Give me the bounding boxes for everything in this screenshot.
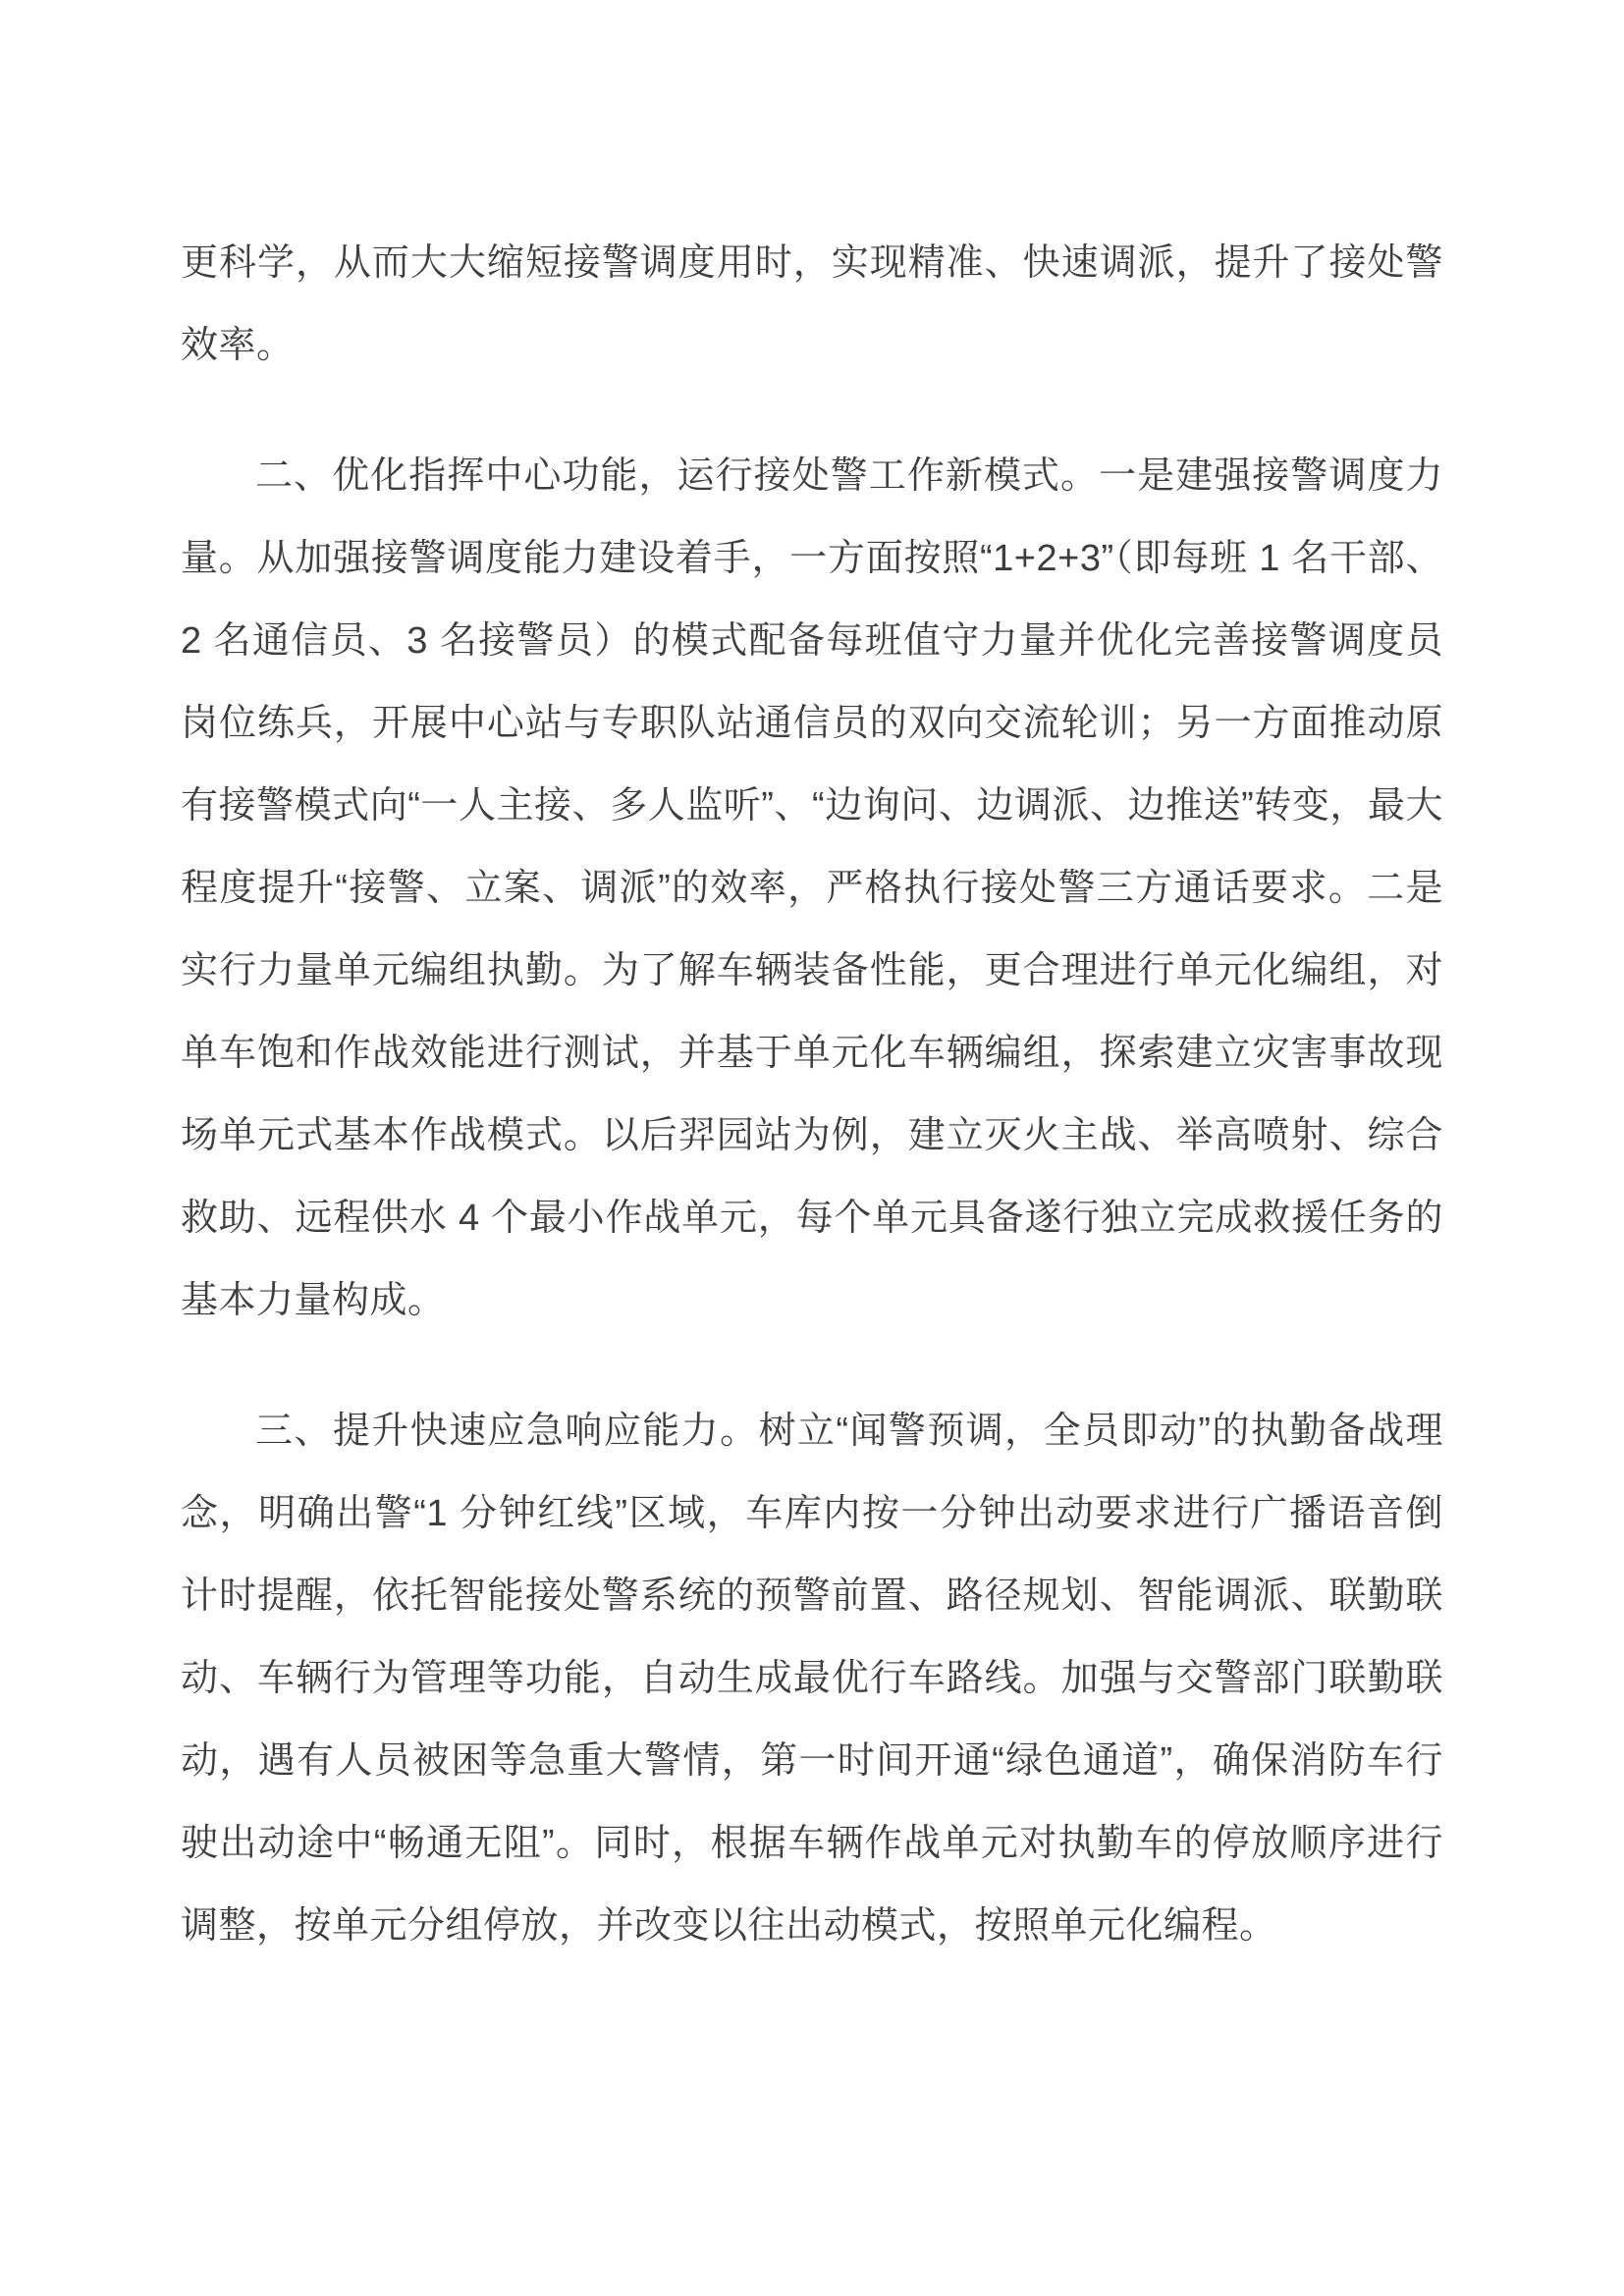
paragraph-section-two: 二、优化指挥中心功能，运行接处警工作新模式。一是建强接警调度力量。从加强接警调度能力建设着手，一方面按照“1+2+3”（即每班 1 名干部、2 名通信员、3 名接警员）的模式配备每班值守力量并优化完善接警调度员岗位练兵，开展中心站与专职队站通信员的双向交流轮训；另一方面推动原有接警模式向“一人主接、多人监听”、“边询问、边调派、边推送”转变，最大程度提升“接警、立案、调派”的效率，严格执行接处警三方通话要求。二是实行力量单元编组执勤。为了解车辆装备性能，更合理进行单元化编组，对单车饱和作战效能进行测试，并基于单元化车辆编组，探索建立灾害事故现场单元式基本作战模式。以后羿园站为例，建立灭火主战、举高喷射、综合救助、远程供水 4 个最小作战单元，每个单元具备遂行独立完成救援任务的基本力量构成。 [181, 455, 1443, 1321]
paragraph-section-three: 三、提升快速应急响应能力。树立“闻警预调，全员即动”的执勤备战理念，明确出警“1 分钟红线”区域，车库内按一分钟出动要求进行广播语音倒计时提醒，依托智能接处警系统的预警前置、路径规划、智能调派、联勤联动、车辆行为管理等功能，自动生成最优行车路线。加强与交警部门联勤联动，遇有人员被困等急重大警情，第一时间开通“绿色通道”，确保消防车行驶出动途中“畅通无阻”。同时，根据车辆作战单元对执勤车的停放顺序进行调整，按单元分组停放，并改变以往出动模式，按照单元化编程。 [181, 1411, 1443, 1947]
document-body [181, 222, 1443, 1967]
paragraph-continuation: 更科学，从而大大缩短接警调度用时，实现精准、快速调派，提升了接处警效率。 [181, 242, 1443, 366]
